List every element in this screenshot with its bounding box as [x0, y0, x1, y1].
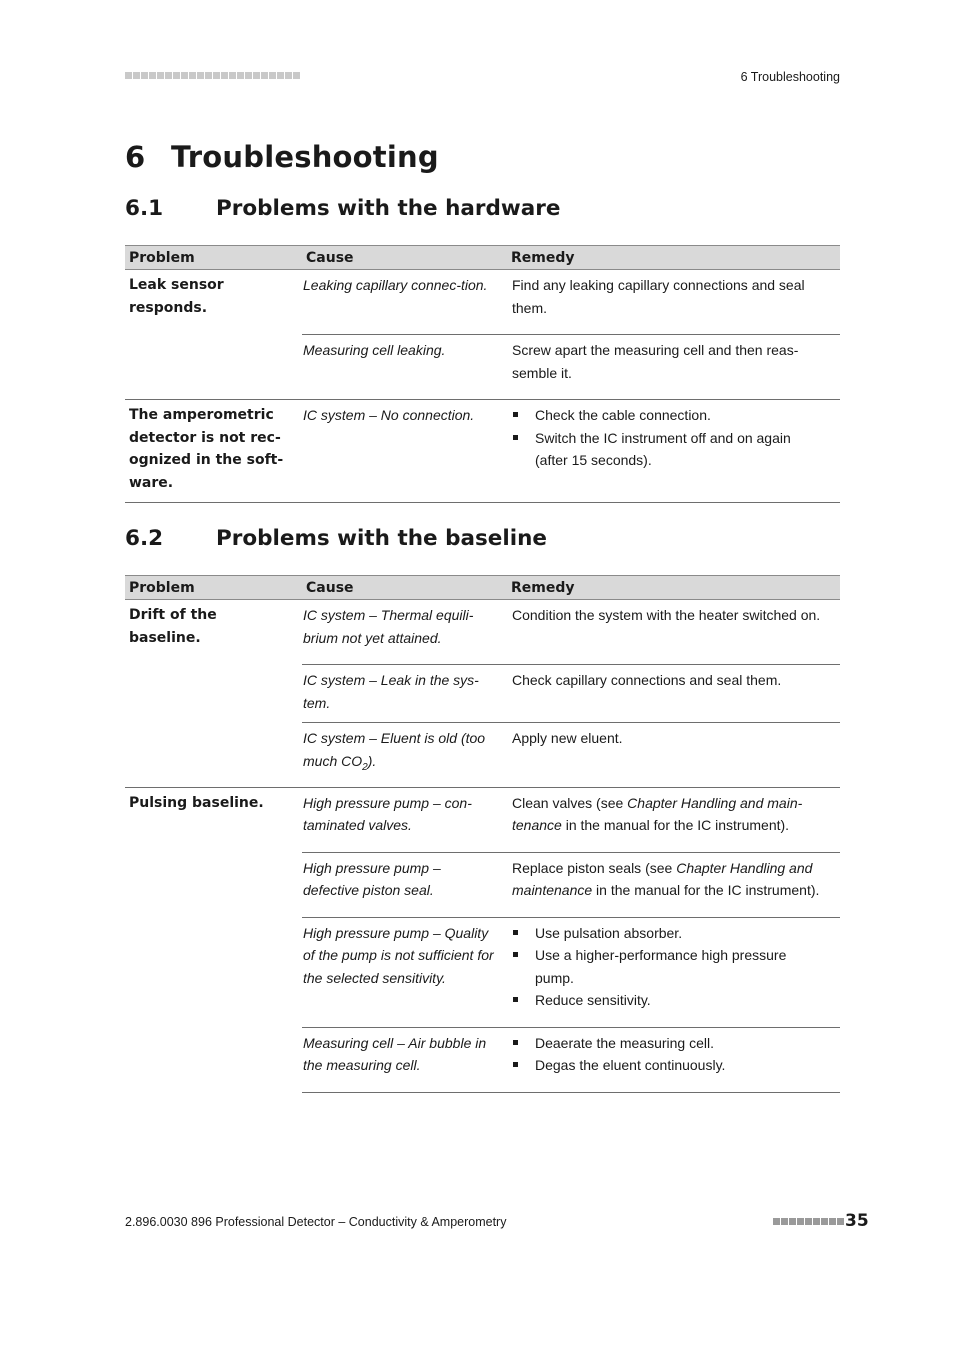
table-row	[125, 600, 840, 665]
remedy-text-end: in the manual for the IC instrument).	[592, 882, 820, 899]
cause-cell: Measuring cell – Air bubble in the measuring cell.	[302, 1027, 507, 1092]
section-number: 6.2	[125, 526, 164, 551]
footer-document-id: 2.896.0030 896 Professional Detector – Conductivity & Amperometry	[125, 1215, 507, 1229]
cause-cell: High pressure pump – Quality of the pump is not sufficient for the selected sensitivity.	[302, 917, 507, 1027]
remedy-cell: Apply new eluent.	[507, 723, 840, 788]
column-header: Problem	[125, 576, 302, 600]
remedy-cell	[507, 917, 840, 1027]
remedy-list	[512, 1032, 826, 1077]
cause-cell	[302, 723, 507, 788]
table-row	[125, 270, 840, 335]
cause-cell: Leaking capillary connec-tion.	[302, 270, 507, 335]
column-header: Problem	[125, 246, 302, 270]
page-number: 35	[845, 1211, 869, 1231]
cause-cell: IC system – Leak in the sys-tem.	[302, 665, 507, 723]
cause-text-end: ).	[367, 752, 377, 769]
cause-cell: High pressure pump – con-taminated valves.	[302, 787, 507, 852]
footer-decoration	[773, 1218, 844, 1225]
table-row	[125, 787, 840, 852]
problem-cell: The amperometric detector is not rec-ognized in the soft-ware.	[125, 400, 302, 503]
remedy-text: Replace piston seals (see	[512, 859, 677, 876]
table-header-row	[125, 576, 840, 600]
cause-cell: IC system – Thermal equili-brium not yet attained.	[302, 600, 507, 665]
chapter-reference: Chapter Handling and main-tenance	[512, 794, 803, 834]
remedy-cell: Find any leaking capillary connections and seal them.	[507, 270, 840, 335]
remedy-text-end: in the manual for the IC instrument).	[561, 817, 790, 834]
list-item: Use pulsation absorber.	[512, 922, 826, 945]
section-number: 6.1	[125, 196, 164, 221]
section-title	[125, 196, 560, 221]
remedy-list	[512, 922, 826, 1012]
problem-cell: Drift of the baseline.	[125, 600, 302, 788]
problem-cell: Leak sensor responds.	[125, 270, 302, 400]
hardware-problems-table	[125, 245, 840, 503]
table-header-row	[125, 246, 840, 270]
remedy-list	[512, 404, 826, 472]
baseline-problems-table	[125, 575, 840, 1093]
column-header: Remedy	[507, 246, 840, 270]
subscript: 2	[362, 761, 368, 773]
table-row	[125, 400, 840, 503]
remedy-cell	[507, 852, 840, 917]
list-item: Reduce sensitivity.	[512, 989, 826, 1012]
cause-text: IC system – Eluent is old (too much CO	[303, 730, 486, 769]
cause-cell: IC system – No connection.	[302, 400, 507, 503]
list-item: Deaerate the measuring cell.	[512, 1032, 826, 1055]
remedy-cell	[507, 1027, 840, 1092]
cause-cell: High pressure pump – defective piston seal.	[302, 852, 507, 917]
chapter-title	[125, 140, 439, 174]
remedy-text: Clean valves (see	[512, 794, 628, 811]
running-header: 6 Troubleshooting	[740, 70, 840, 84]
list-item: Use a higher-performance high pressure pump.	[512, 944, 826, 989]
cause-cell: Measuring cell leaking.	[302, 335, 507, 400]
remedy-cell: Condition the system with the heater switched on.	[507, 600, 840, 665]
remedy-cell	[507, 787, 840, 852]
column-header: Cause	[302, 576, 507, 600]
list-item: Check the cable connection.	[512, 404, 826, 427]
section-title	[125, 526, 547, 551]
remedy-cell	[507, 400, 840, 503]
list-item: Degas the eluent continuously.	[512, 1054, 826, 1077]
header-decoration	[125, 72, 300, 79]
section-title-text: Problems with the baseline	[216, 526, 548, 551]
remedy-cell: Check capillary connections and seal them.	[507, 665, 840, 723]
section-title-text: Problems with the hardware	[216, 196, 561, 221]
chapter-title-text: Troubleshooting	[171, 140, 439, 174]
column-header: Cause	[302, 246, 507, 270]
problem-cell: Pulsing baseline.	[129, 794, 264, 811]
chapter-reference: Chapter Handling and maintenance	[512, 859, 813, 899]
list-item: Switch the IC instrument off and on again (after 15 seconds).	[512, 427, 826, 472]
column-header: Remedy	[507, 576, 840, 600]
chapter-number: 6	[125, 140, 146, 174]
remedy-cell: Screw apart the measuring cell and then reas-semble it.	[507, 335, 840, 400]
